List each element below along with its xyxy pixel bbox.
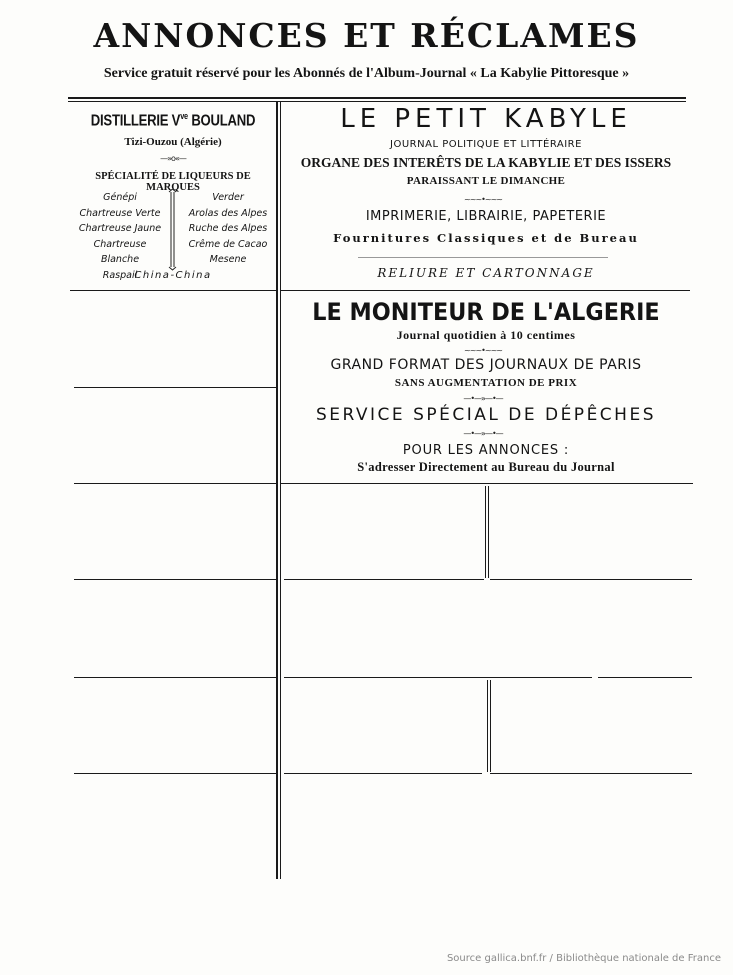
right-divider-2b — [490, 680, 491, 772]
left-rule-2 — [74, 387, 276, 388]
moniteur-title: LE MONITEUR DE L'ALGERIE — [312, 298, 660, 326]
source-credit: Source gallica.bnf.fr / Bibliothèque nationale de France — [446, 953, 721, 964]
distillerie-location: Tizi-Ouzou (Algérie) — [124, 136, 222, 148]
liqueur-item: Chartreuse Jaune — [78, 223, 162, 234]
petit-kabyle-line: Fournitures Classiques et de Bureau — [333, 231, 639, 245]
center-column-rule — [276, 102, 278, 879]
moniteur-line: POUR LES ANNONCES : — [402, 443, 570, 458]
moniteur-line: SERVICE SPÉCIAL DE DÉPÊCHES — [316, 405, 656, 425]
right-rule-5b — [490, 773, 692, 774]
moniteur-line: Journal quotidien à 10 centimes — [396, 328, 576, 342]
right-rule-3b — [490, 579, 692, 580]
left-rule-1 — [70, 290, 276, 291]
liqueur-item: Chartreuse Blanche — [93, 238, 147, 265]
left-rule-6 — [74, 773, 276, 774]
petit-kabyle-line: PARAISSANT LE DIMANCHE — [406, 175, 566, 187]
moniteur-ornament-3: —•—»—•— — [463, 429, 503, 438]
page-subtitle: Service gratuit réservé pour les Abonnés de l'Album-Journal « La Kabylie Pittoresque » — [103, 66, 630, 81]
petit-kabyle-line: IMPRIMERIE, LIBRAIRIE, PAPETERIE — [365, 209, 607, 224]
top-double-rule-2 — [68, 101, 686, 102]
liqueur-item: Crême de Cacao — [188, 238, 268, 250]
petit-kabyle-line: RELIURE ET CARTONNAGE — [377, 266, 595, 280]
distillerie-footer: China-China — [134, 270, 212, 281]
right-rule-4b — [598, 677, 692, 678]
left-rule-4 — [74, 579, 276, 580]
petit-kabyle-title: LE PETIT KABYLE — [340, 104, 632, 134]
right-rule-5a — [284, 773, 482, 774]
left-rule-5 — [74, 677, 276, 678]
liqueur-item: Génépi — [103, 192, 137, 203]
right-divider-1 — [485, 486, 486, 578]
liqueur-item: Arolas des Alpes — [188, 207, 268, 219]
petit-kabyle-line: ORGANE DES INTERÊTS DE LA KABYLIE ET DES ISSERS — [300, 155, 672, 170]
petit-kabyle-ornament: ~~~•~~~ — [464, 195, 502, 204]
moniteur-line: GRAND FORMAT DES JOURNAUX DE PARIS — [330, 357, 642, 373]
distillerie-title-sup: ve — [180, 111, 188, 121]
right-rule-4a — [284, 677, 592, 678]
petit-kabyle-divider — [358, 257, 608, 258]
liqueur-item: Mesene — [209, 254, 247, 265]
right-rule-3a — [284, 579, 484, 580]
distillerie-ornament: —»o«— — [160, 154, 186, 163]
liqueur-item: Raspail — [102, 269, 138, 281]
right-divider-2 — [487, 680, 488, 772]
moniteur-line: S'adresser Directement au Bureau du Journal — [357, 460, 615, 474]
moniteur-line: SANS AUGMENTATION DE PRIX — [394, 377, 578, 389]
page-title: ANNONCES ET RÉCLAMES — [93, 16, 640, 55]
distillerie-title: DISTILLERIE $V^{ve}$ BOULAND — [90, 111, 256, 130]
top-double-rule-1 — [68, 97, 686, 99]
petit-kabyle-line: JOURNAL POLITIQUE ET LITTÉRAIRE — [390, 139, 582, 150]
right-divider-1b — [488, 486, 489, 578]
right-rule-1 — [281, 290, 690, 291]
liqueur-list-right — [180, 190, 276, 268]
liqueur-item: Ruche des Alpes — [188, 223, 268, 234]
distillerie-specialty: SPÉCIALITÉ DE LIQUEURS DE MARQUES — [95, 171, 251, 193]
moniteur-ornament-1: ~~~•~~~ — [464, 346, 502, 355]
moniteur-ornament-2: —•—»—•— — [463, 394, 503, 403]
liqueur-item: Chartreuse Verte — [79, 207, 161, 219]
liqueur-separator-icon — [168, 189, 178, 271]
liqueur-item: Verder — [212, 192, 244, 203]
right-rule-2 — [281, 483, 693, 484]
left-rule-3 — [74, 483, 276, 484]
center-column-rule-2 — [280, 102, 281, 879]
